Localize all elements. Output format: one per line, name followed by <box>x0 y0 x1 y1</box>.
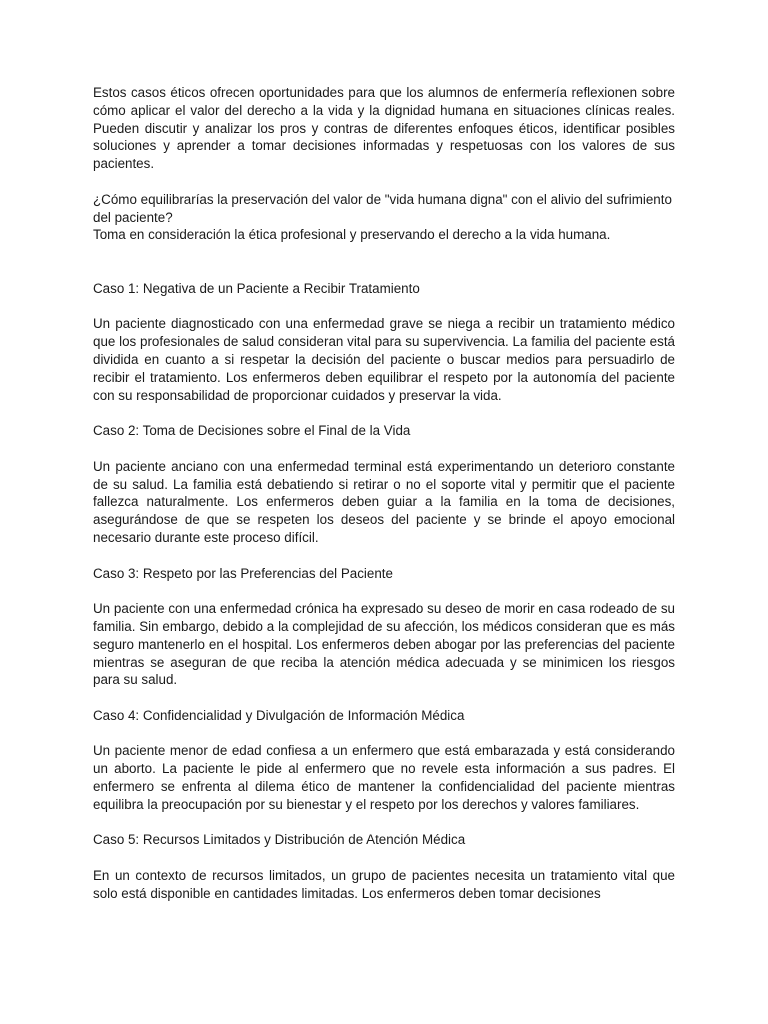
spacer <box>93 814 675 832</box>
spacer <box>93 404 675 422</box>
case-2-title: Caso 2: Toma de Decisiones sobre el Final de la Vida <box>93 423 411 439</box>
case-1-body: Un paciente diagnosticado con una enfermedad grave se niega a recibir un tratamiento médico que los profesionales de salud consideran vital para su supervivencia. La familia del paciente está dividida en cuanto a si respetar la decisión del paciente o buscar medios para persuadirlo de recibir el tratamiento. Los enfermeros deben equilibrar el respeto por la autonomía del paciente con su responsabilidad de proporcionar cuidados y preservar la vida. <box>93 316 675 403</box>
case-2-body: Un paciente anciano con una enfermedad terminal está experimentando un deterioro constante de su salud. La familia está debatiendo si retirar o no el soporte vital y permitir que el paciente fallezca naturalmente. Los enfermeros deben guiar a la familia en la toma de decisiones, asegurándose de que se respeten los deseos del paciente y se brinde el apoyo emocional necesario durante este proceso difícil. <box>93 458 675 545</box>
spacer <box>93 440 675 458</box>
intro-instruction: Toma en consideración la ética profesional y preservando el derecho a la vida humana. <box>93 227 611 243</box>
case-5-body: En un contexto de recursos limitados, un grupo de pacientes necesita un tratamiento vital que solo está disponible en cantidades limitadas. Los enfermeros deben tomar decisiones <box>93 868 675 901</box>
spacer <box>93 547 675 565</box>
spacer <box>93 725 675 743</box>
spacer <box>93 849 675 867</box>
spacer <box>93 244 675 280</box>
case-1-title: Caso 1: Negativa de un Paciente a Recibir Tratamiento <box>93 280 420 296</box>
intro-paragraph: Estos casos éticos ofrecen oportunidades para que los alumnos de enfermería reflexionen sobre cómo aplicar el valor del derecho a la vida y la dignidad humana en situaciones clínicas reales. Pueden discutir y analizar los pros y contras de diferentes enfoques éticos, identificar posibles soluciones y aprender a tomar decisiones informadas y respetuosas con los valores de sus pacientes. <box>93 85 675 172</box>
spacer <box>93 298 675 316</box>
intro-question: ¿Cómo equilibrarías la preservación del valor de "vida humana digna" con el alivio del sufrimiento del paciente? <box>93 191 672 225</box>
spacer <box>93 689 675 707</box>
spacer <box>93 582 675 600</box>
spacer <box>93 173 675 191</box>
case-4-body: Un paciente menor de edad confiesa a un enfermero que está embarazada y está considerando un aborto. La paciente le pide al enfermero que no revele esta información a sus padres. El enfermero se enfrenta al dilema ético de mantener la confidencialidad del paciente mientras equilibra la preocupación por su bienestar y el respeto por los derechos y valores familiares. <box>93 743 675 812</box>
case-3-body: Un paciente con una enfermedad crónica ha expresado su deseo de morir en casa rodeado de su familia. Sin embargo, debido a la complejidad de su afección, los médicos consideran que es más seguro mantenerlo en el hospital. Los enfermeros deben abogar por las preferencias del paciente mientras se aseguran de que reciba la atención médica adecuada y se minimicen los riesgos para su salud. <box>93 601 675 688</box>
case-5-title: Caso 5: Recursos Limitados y Distribución de Atención Médica <box>93 832 466 848</box>
case-4-title: Caso 4: Confidencialidad y Divulgación de Información Médica <box>93 707 465 723</box>
case-3-title: Caso 3: Respeto por las Preferencias del Paciente <box>93 565 393 581</box>
